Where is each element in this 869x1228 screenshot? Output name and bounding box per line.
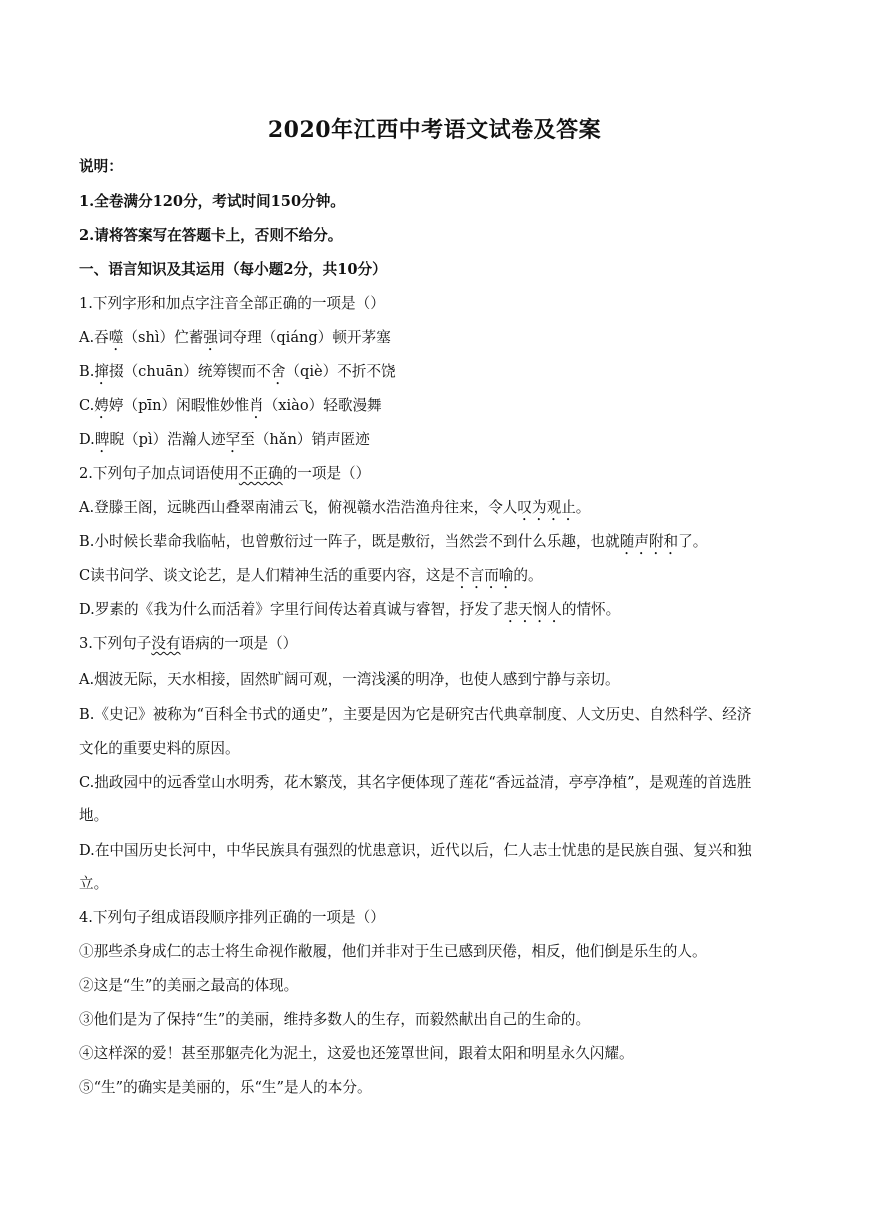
dotted-char: 罕 [225,431,241,448]
question-4-sentence-4: ④这样深的爱！甚至那躯壳化为泥土，这爱也还笼罩世间，跟着太阳和明星永久闪耀。 [79,1045,634,1062]
dotted-char: 撺 [94,363,109,380]
dotted-phrase: 叹为观止 [517,499,576,516]
question-4-sentence-3: ③他们是为了保持“生”的美丽，维持多数人的生存，而毅然献出自己的生命的。 [79,1011,591,1028]
dotted-char: 舍 [270,363,286,380]
wavy-underlined-words: 不正确 [238,465,283,482]
dotted-char: 噬 [108,329,124,346]
dotted-char: 睥 [94,431,110,448]
question-2-option-a [79,498,799,524]
question-1-option-a [79,328,799,354]
question-2-option-d [79,600,799,626]
section-heading: 一、语言知识及其运用（每小题2分，共10分） [79,261,387,278]
question-3-stem [79,634,799,654]
question-3-option-a: A.烟波无际，天水相接，固然旷阔可观，一湾浅溪的明净，也使人感到宁静与亲切。 [79,671,620,688]
option-text: A.吞 [79,329,109,346]
page-title: 2020年江西中考语文试卷及答案 [267,117,602,143]
question-1-option-b [79,362,799,388]
instruction-item: 2.请将答案写在答题卡上，否则不给分。 [79,227,343,244]
option-text: 掇（chuān）统筹锲而不 [108,363,271,380]
option-text: 的。 [513,567,543,584]
option-text: （qiè）不折不饶 [285,363,396,380]
dotted-phrase: 不言而喻 [455,567,514,584]
dotted-char: 娉 [94,397,109,414]
question-4-sentence-5: ⑤“生”的确实是美丽的，乐“生”是人的本分。 [79,1079,372,1096]
question-4-sentence-2: ②这是“生”的美丽之最高的体现。 [79,977,299,994]
instruction-item: 1.全卷满分120分，考试时间150分钟。 [79,193,345,210]
stem-text: 2.下列句子加点词语使用 [79,465,239,482]
question-2-option-c [79,566,799,592]
stem-text: 3.下列句子 [79,635,152,652]
option-text: 婷（pīn）闲暇惟妙惟 [108,397,250,414]
option-text: B.小时候长辈命我临帖，也曾敷衍过一阵子，既是敷衍，当然尝不到什么乐趣，也就 [79,533,620,550]
option-text: A.登滕王阁，远眺西山叠翠南浦云飞，俯视赣水浩浩渔舟往来，令人 [79,499,518,516]
option-text: 至（hǎn）销声匿迹 [240,431,370,448]
question-2-stem [79,464,799,484]
question-3-option-d: D.在中国历史长河中，中华民族具有强烈的忧患意识，近代以后，仁人志士忧患的是民族自强、复兴和独 [79,842,752,859]
question-1-stem: 1.下列字形和加点字注音全部正确的一项是（） [79,295,385,312]
dotted-phrase: 随声附和 [619,533,679,550]
question-3-option-b: B.《史记》被称为“百科全书式的通史”，主要是因为它是研究古代典章制度、人文历史、自然科学、经济 [79,706,752,723]
option-text: D. [79,431,95,448]
dotted-char: 肖 [249,397,264,414]
option-text: B. [79,363,95,380]
dotted-phrase: 悲天悯人 [503,601,562,618]
option-text: （shì）伫蓄 [123,329,204,346]
question-1-option-d [79,430,799,456]
option-text: 词夺理（qiáng）顿开茅塞 [217,329,391,346]
question-1-option-c [79,396,799,422]
question-3-option-b-continued: 文化的重要史料的原因。 [79,740,240,757]
option-text: D.罗素的《我为什么而活着》字里行间传达着真诚与睿智，抒发了 [79,601,504,618]
option-text: C读书问学、谈文论艺，是人们精神生活的重要内容，这是 [79,567,456,584]
option-text: 睨（pì）浩瀚人迹 [109,431,226,448]
question-4-sentence-1: ①那些杀身成仁的志士将生命视作敝履，他们并非对于生已感到厌倦，相反，他们倒是乐生的人。 [79,943,707,960]
stem-text: 的一项是（） [282,465,371,482]
instructions-heading: 说明： [79,158,123,175]
question-4-stem: 4.下列句子组成语段顺序排列正确的一项是（） [79,909,385,926]
question-3-option-c-continued: 地。 [79,807,109,824]
option-text: 。 [575,499,591,516]
option-text: （xiào）轻歌漫舞 [263,397,382,414]
wavy-underlined-words: 没有 [151,635,181,652]
option-text: C. [79,397,95,414]
question-3-option-d-continued: 立。 [79,875,109,892]
option-text: 了。 [678,533,708,550]
question-3-option-c: C.拙政园中的远香堂山水明秀，花木繁茂，其名字便体现了莲花“香远益清，亭亭净植”，是观莲的首选胜 [79,774,752,791]
option-text: 的情怀。 [561,601,621,618]
question-2-option-b [79,532,799,558]
stem-text: 语病的一项是（） [180,635,298,652]
dotted-char: 强 [203,329,218,346]
